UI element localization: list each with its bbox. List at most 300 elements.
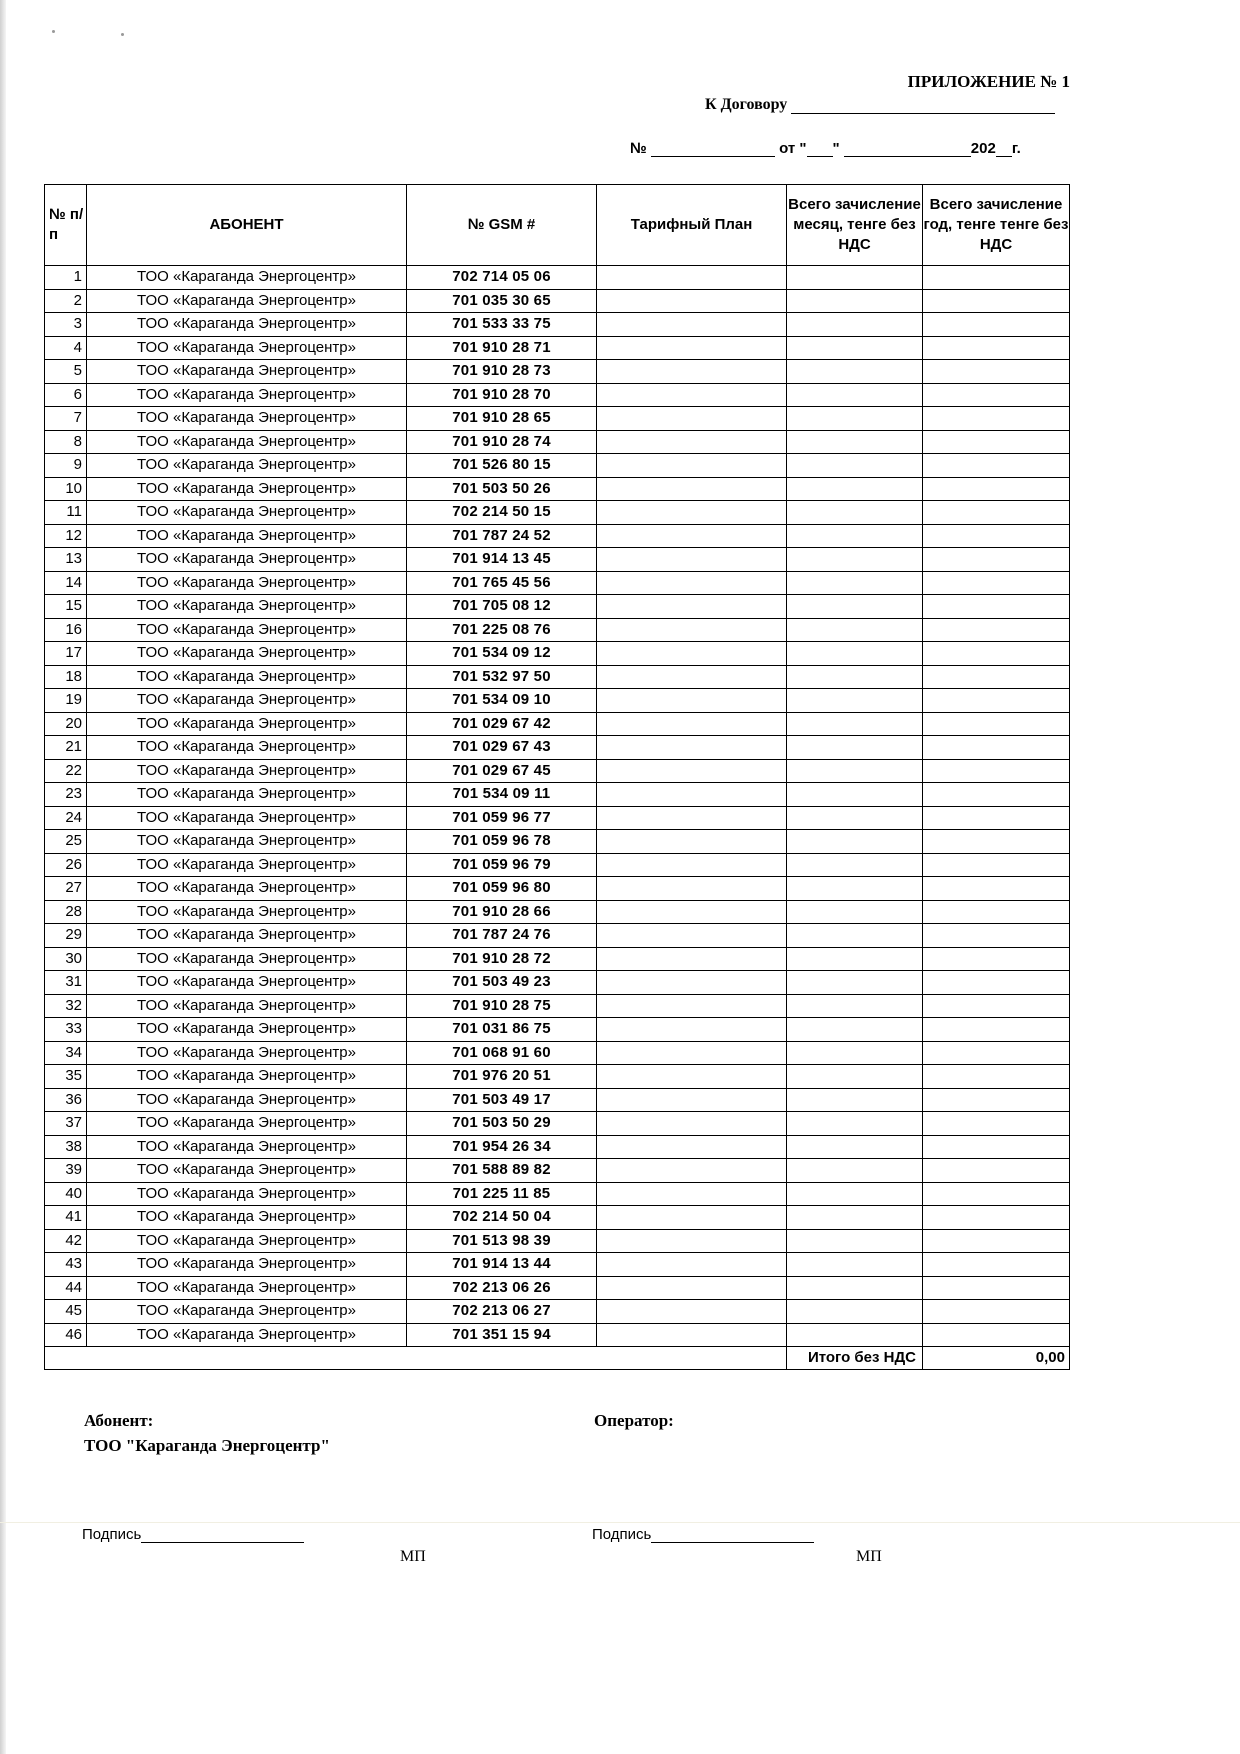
table-row — [45, 736, 1070, 760]
total-row — [45, 1347, 1070, 1370]
table-row — [45, 595, 1070, 619]
row-subscriber: ТОО «Караганда Энергоцентр» — [87, 1159, 407, 1183]
table-row — [45, 289, 1070, 313]
table-row — [45, 947, 1070, 971]
table-row — [45, 454, 1070, 478]
row-subscriber: ТОО «Караганда Энергоцентр» — [87, 313, 407, 337]
table-row — [45, 1323, 1070, 1347]
row-monthly-amount — [787, 830, 923, 854]
table-row — [45, 1018, 1070, 1042]
row-subscriber: ТОО «Караганда Энергоцентр» — [87, 689, 407, 713]
row-number: 28 — [45, 900, 87, 924]
year-prefix: 202 — [970, 140, 996, 157]
row-subscriber: ТОО «Караганда Энергоцентр» — [87, 1300, 407, 1324]
table-row — [45, 994, 1070, 1018]
row-number: 25 — [45, 830, 87, 854]
row-subscriber: ТОО «Караганда Энергоцентр» — [87, 595, 407, 619]
row-gsm-number: 701 059 96 77 — [407, 806, 597, 830]
row-subscriber: ТОО «Караганда Энергоцентр» — [87, 1065, 407, 1089]
row-subscriber: ТОО «Караганда Энергоцентр» — [87, 266, 407, 290]
row-gsm-number: 701 588 89 82 — [407, 1159, 597, 1183]
row-subscriber: ТОО «Караганда Энергоцентр» — [87, 830, 407, 854]
row-monthly-amount — [787, 266, 923, 290]
row-subscriber: ТОО «Караганда Энергоцентр» — [87, 1323, 407, 1347]
row-subscriber: ТОО «Караганда Энергоцентр» — [87, 806, 407, 830]
row-monthly-amount — [787, 618, 923, 642]
row-subscriber: ТОО «Караганда Энергоцентр» — [87, 994, 407, 1018]
row-tariff — [597, 783, 787, 807]
row-gsm-number: 701 534 09 12 — [407, 642, 597, 666]
operator-signature — [592, 1526, 814, 1543]
signature-label: Подпись — [592, 1526, 652, 1543]
row-yearly-amount — [923, 971, 1070, 995]
operator-label: Оператор: — [594, 1411, 674, 1430]
row-gsm-number: 701 503 50 26 — [407, 477, 597, 501]
table-row — [45, 477, 1070, 501]
total-empty — [45, 1347, 787, 1370]
row-subscriber: ТОО «Караганда Энергоцентр» — [87, 360, 407, 384]
row-gsm-number: 701 029 67 45 — [407, 759, 597, 783]
scan-speck — [52, 30, 55, 33]
row-tariff — [597, 1065, 787, 1089]
row-subscriber: ТОО «Караганда Энергоцентр» — [87, 1088, 407, 1112]
subscriber-table — [44, 184, 1070, 1370]
col-header-number: № п/п — [45, 185, 87, 266]
date-quote: " — [832, 140, 840, 157]
contract-label: К Договору — [705, 96, 788, 113]
row-gsm-number: 702 213 06 27 — [407, 1300, 597, 1324]
table-row — [45, 712, 1070, 736]
row-monthly-amount — [787, 1206, 923, 1230]
row-monthly-amount — [787, 1088, 923, 1112]
row-number: 5 — [45, 360, 87, 384]
col-header-gsm: № GSM # — [407, 185, 597, 266]
row-number: 7 — [45, 407, 87, 431]
row-tariff — [597, 1112, 787, 1136]
row-yearly-amount — [923, 1276, 1070, 1300]
row-number: 9 — [45, 454, 87, 478]
row-tariff — [597, 618, 787, 642]
table-row — [45, 689, 1070, 713]
row-yearly-amount — [923, 524, 1070, 548]
row-yearly-amount — [923, 266, 1070, 290]
row-yearly-amount — [923, 618, 1070, 642]
row-tariff — [597, 383, 787, 407]
table-row — [45, 1300, 1070, 1324]
row-subscriber: ТОО «Караганда Энергоцентр» — [87, 336, 407, 360]
row-number: 41 — [45, 1206, 87, 1230]
row-monthly-amount — [787, 783, 923, 807]
table-row — [45, 1112, 1070, 1136]
row-yearly-amount — [923, 689, 1070, 713]
row-number: 44 — [45, 1276, 87, 1300]
row-monthly-amount — [787, 853, 923, 877]
row-monthly-amount — [787, 877, 923, 901]
appendix-title: ПРИЛОЖЕНИЕ № 1 — [907, 72, 1070, 91]
row-tariff — [597, 595, 787, 619]
row-subscriber: ТОО «Караганда Энергоцентр» — [87, 1206, 407, 1230]
row-gsm-number: 701 910 28 73 — [407, 360, 597, 384]
row-tariff — [597, 524, 787, 548]
row-gsm-number: 701 914 13 44 — [407, 1253, 597, 1277]
row-tariff — [597, 1041, 787, 1065]
row-tariff — [597, 1206, 787, 1230]
row-yearly-amount — [923, 501, 1070, 525]
subscriber-label: Абонент: — [84, 1411, 154, 1430]
table-row — [45, 618, 1070, 642]
row-number: 26 — [45, 853, 87, 877]
row-yearly-amount — [923, 289, 1070, 313]
row-subscriber: ТОО «Караганда Энергоцентр» — [87, 759, 407, 783]
row-yearly-amount — [923, 571, 1070, 595]
row-monthly-amount — [787, 407, 923, 431]
row-tariff — [597, 1253, 787, 1277]
row-subscriber: ТОО «Караганда Энергоцентр» — [87, 454, 407, 478]
row-gsm-number: 701 503 49 23 — [407, 971, 597, 995]
table-row — [45, 665, 1070, 689]
row-tariff — [597, 1300, 787, 1324]
row-gsm-number: 701 533 33 75 — [407, 313, 597, 337]
table-row — [45, 1253, 1070, 1277]
row-yearly-amount — [923, 477, 1070, 501]
table-row — [45, 971, 1070, 995]
row-monthly-amount — [787, 1065, 923, 1089]
row-monthly-amount — [787, 1300, 923, 1324]
subscriber-signature — [82, 1526, 304, 1543]
row-subscriber: ТОО «Караганда Энергоцентр» — [87, 618, 407, 642]
scan-speck — [121, 33, 124, 36]
row-tariff — [597, 454, 787, 478]
row-gsm-number: 701 787 24 52 — [407, 524, 597, 548]
row-monthly-amount — [787, 712, 923, 736]
row-yearly-amount — [923, 1135, 1070, 1159]
number-label: № — [630, 140, 647, 157]
row-yearly-amount — [923, 900, 1070, 924]
row-monthly-amount — [787, 360, 923, 384]
row-number: 33 — [45, 1018, 87, 1042]
row-monthly-amount — [787, 971, 923, 995]
month-blank — [844, 142, 971, 157]
row-gsm-number: 701 351 15 94 — [407, 1323, 597, 1347]
scan-edge — [0, 0, 6, 1754]
contract-blank — [791, 98, 1055, 114]
row-subscriber: ТОО «Караганда Энергоцентр» — [87, 430, 407, 454]
row-monthly-amount — [787, 477, 923, 501]
row-tariff — [597, 689, 787, 713]
table-row — [45, 900, 1070, 924]
row-tariff — [597, 501, 787, 525]
row-number: 32 — [45, 994, 87, 1018]
row-yearly-amount — [923, 877, 1070, 901]
row-number: 24 — [45, 806, 87, 830]
row-monthly-amount — [787, 383, 923, 407]
row-gsm-number: 701 787 24 76 — [407, 924, 597, 948]
row-gsm-number: 701 910 28 74 — [407, 430, 597, 454]
row-tariff — [597, 477, 787, 501]
row-number: 18 — [45, 665, 87, 689]
row-tariff — [597, 1135, 787, 1159]
row-subscriber: ТОО «Караганда Энергоцентр» — [87, 1276, 407, 1300]
row-number: 22 — [45, 759, 87, 783]
row-number: 10 — [45, 477, 87, 501]
row-tariff — [597, 336, 787, 360]
row-yearly-amount — [923, 1159, 1070, 1183]
table-row — [45, 1088, 1070, 1112]
row-tariff — [597, 806, 787, 830]
row-gsm-number: 701 513 98 39 — [407, 1229, 597, 1253]
row-tariff — [597, 1276, 787, 1300]
table-row — [45, 501, 1070, 525]
row-yearly-amount — [923, 924, 1070, 948]
row-gsm-number: 701 029 67 42 — [407, 712, 597, 736]
row-subscriber: ТОО «Караганда Энергоцентр» — [87, 1253, 407, 1277]
row-monthly-amount — [787, 994, 923, 1018]
subscriber-name: ТОО "Караганда Энергоцентр" — [84, 1436, 330, 1455]
row-gsm-number: 701 765 45 56 — [407, 571, 597, 595]
row-monthly-amount — [787, 1253, 923, 1277]
row-subscriber: ТОО «Караганда Энергоцентр» — [87, 524, 407, 548]
row-subscriber: ТОО «Караганда Энергоцентр» — [87, 1018, 407, 1042]
row-yearly-amount — [923, 360, 1070, 384]
row-gsm-number: 701 705 08 12 — [407, 595, 597, 619]
row-monthly-amount — [787, 736, 923, 760]
row-number: 43 — [45, 1253, 87, 1277]
row-yearly-amount — [923, 994, 1070, 1018]
row-subscriber: ТОО «Караганда Энергоцентр» — [87, 571, 407, 595]
row-monthly-amount — [787, 430, 923, 454]
row-tariff — [597, 430, 787, 454]
row-yearly-amount — [923, 1253, 1070, 1277]
row-monthly-amount — [787, 289, 923, 313]
row-monthly-amount — [787, 947, 923, 971]
row-subscriber: ТОО «Караганда Энергоцентр» — [87, 877, 407, 901]
table-row — [45, 360, 1070, 384]
table-row — [45, 1182, 1070, 1206]
row-number: 34 — [45, 1041, 87, 1065]
row-gsm-number: 701 534 09 10 — [407, 689, 597, 713]
row-subscriber: ТОО «Караганда Энергоцентр» — [87, 783, 407, 807]
row-monthly-amount — [787, 1041, 923, 1065]
row-gsm-number: 701 976 20 51 — [407, 1065, 597, 1089]
row-monthly-amount — [787, 759, 923, 783]
col-header-subscriber: АБОНЕНТ — [87, 185, 407, 266]
stamp-place-subscriber: МП — [400, 1548, 426, 1565]
table-row — [45, 430, 1070, 454]
table-row — [45, 1229, 1070, 1253]
row-gsm-number: 702 214 50 15 — [407, 501, 597, 525]
row-yearly-amount — [923, 1088, 1070, 1112]
row-number: 20 — [45, 712, 87, 736]
table-row — [45, 877, 1070, 901]
row-number: 8 — [45, 430, 87, 454]
day-blank — [807, 142, 833, 157]
row-yearly-amount — [923, 1182, 1070, 1206]
row-yearly-amount — [923, 1041, 1070, 1065]
table-row — [45, 806, 1070, 830]
row-monthly-amount — [787, 1229, 923, 1253]
number-blank — [651, 142, 775, 157]
table-row — [45, 266, 1070, 290]
row-yearly-amount — [923, 1206, 1070, 1230]
row-tariff — [597, 877, 787, 901]
row-tariff — [597, 1159, 787, 1183]
row-number: 27 — [45, 877, 87, 901]
row-monthly-amount — [787, 642, 923, 666]
row-number: 37 — [45, 1112, 87, 1136]
row-subscriber: ТОО «Караганда Энергоцентр» — [87, 289, 407, 313]
row-number: 15 — [45, 595, 87, 619]
row-number: 40 — [45, 1182, 87, 1206]
row-tariff — [597, 712, 787, 736]
row-gsm-number: 701 910 28 71 — [407, 336, 597, 360]
row-gsm-number: 701 914 13 45 — [407, 548, 597, 572]
row-tariff — [597, 665, 787, 689]
table-row — [45, 313, 1070, 337]
row-monthly-amount — [787, 1135, 923, 1159]
row-yearly-amount — [923, 1300, 1070, 1324]
row-subscriber: ТОО «Караганда Энергоцентр» — [87, 924, 407, 948]
row-yearly-amount — [923, 853, 1070, 877]
row-tariff — [597, 548, 787, 572]
row-gsm-number: 701 910 28 65 — [407, 407, 597, 431]
number-date-line — [630, 140, 1021, 157]
row-number: 16 — [45, 618, 87, 642]
table-row — [45, 407, 1070, 431]
row-monthly-amount — [787, 924, 923, 948]
table-row — [45, 336, 1070, 360]
row-subscriber: ТОО «Караганда Энергоцентр» — [87, 853, 407, 877]
row-number: 4 — [45, 336, 87, 360]
table-row — [45, 1041, 1070, 1065]
row-number: 29 — [45, 924, 87, 948]
row-number: 2 — [45, 289, 87, 313]
row-gsm-number: 702 214 50 04 — [407, 1206, 597, 1230]
table-row — [45, 383, 1070, 407]
row-subscriber: ТОО «Караганда Энергоцентр» — [87, 1135, 407, 1159]
row-gsm-number: 701 225 08 76 — [407, 618, 597, 642]
row-tariff — [597, 830, 787, 854]
row-yearly-amount — [923, 1229, 1070, 1253]
row-subscriber: ТОО «Караганда Энергоцентр» — [87, 712, 407, 736]
row-gsm-number: 701 534 09 11 — [407, 783, 597, 807]
row-monthly-amount — [787, 665, 923, 689]
row-monthly-amount — [787, 806, 923, 830]
table-row — [45, 830, 1070, 854]
table-row — [45, 1206, 1070, 1230]
row-tariff — [597, 642, 787, 666]
table-row — [45, 1276, 1070, 1300]
row-gsm-number: 701 225 11 85 — [407, 1182, 597, 1206]
row-yearly-amount — [923, 595, 1070, 619]
row-number: 38 — [45, 1135, 87, 1159]
row-monthly-amount — [787, 595, 923, 619]
row-subscriber: ТОО «Караганда Энергоцентр» — [87, 1229, 407, 1253]
row-subscriber: ТОО «Караганда Энергоцентр» — [87, 1041, 407, 1065]
row-tariff — [597, 571, 787, 595]
row-subscriber: ТОО «Караганда Энергоцентр» — [87, 1112, 407, 1136]
row-tariff — [597, 360, 787, 384]
row-number: 21 — [45, 736, 87, 760]
row-subscriber: ТОО «Караганда Энергоцентр» — [87, 501, 407, 525]
row-subscriber: ТОО «Караганда Энергоцентр» — [87, 736, 407, 760]
row-number: 12 — [45, 524, 87, 548]
row-yearly-amount — [923, 430, 1070, 454]
row-yearly-amount — [923, 712, 1070, 736]
row-subscriber: ТОО «Караганда Энергоцентр» — [87, 1182, 407, 1206]
row-number: 13 — [45, 548, 87, 572]
row-tariff — [597, 947, 787, 971]
row-gsm-number: 701 532 97 50 — [407, 665, 597, 689]
row-tariff — [597, 853, 787, 877]
col-header-monthly: Всего зачисление месяц, тенге без НДС — [787, 185, 923, 266]
row-yearly-amount — [923, 736, 1070, 760]
row-tariff — [597, 289, 787, 313]
contract-line — [705, 96, 1055, 114]
row-tariff — [597, 1229, 787, 1253]
row-number: 36 — [45, 1088, 87, 1112]
table-row — [45, 571, 1070, 595]
row-yearly-amount — [923, 642, 1070, 666]
row-gsm-number: 701 031 86 75 — [407, 1018, 597, 1042]
row-gsm-number: 701 503 50 29 — [407, 1112, 597, 1136]
row-monthly-amount — [787, 454, 923, 478]
total-value: 0,00 — [923, 1347, 1070, 1370]
row-monthly-amount — [787, 548, 923, 572]
row-yearly-amount — [923, 454, 1070, 478]
row-gsm-number: 701 059 96 79 — [407, 853, 597, 877]
row-gsm-number: 701 954 26 34 — [407, 1135, 597, 1159]
row-number: 1 — [45, 266, 87, 290]
year-blank — [996, 142, 1012, 157]
row-yearly-amount — [923, 806, 1070, 830]
row-monthly-amount — [787, 1276, 923, 1300]
row-tariff — [597, 1088, 787, 1112]
table-row — [45, 759, 1070, 783]
row-subscriber: ТОО «Караганда Энергоцентр» — [87, 642, 407, 666]
col-header-tariff: Тарифный План — [597, 185, 787, 266]
table-header-row — [45, 185, 1070, 266]
row-gsm-number: 702 714 05 06 — [407, 266, 597, 290]
row-yearly-amount — [923, 383, 1070, 407]
row-yearly-amount — [923, 313, 1070, 337]
table-row — [45, 783, 1070, 807]
row-gsm-number: 701 910 28 75 — [407, 994, 597, 1018]
signature-line — [651, 1528, 814, 1543]
date-from-label: от " — [779, 140, 807, 157]
signature-label: Подпись — [82, 1526, 142, 1543]
row-tariff — [597, 971, 787, 995]
row-yearly-amount — [923, 1065, 1070, 1089]
row-yearly-amount — [923, 1018, 1070, 1042]
row-tariff — [597, 759, 787, 783]
row-subscriber: ТОО «Караганда Энергоцентр» — [87, 383, 407, 407]
row-number: 3 — [45, 313, 87, 337]
row-gsm-number: 701 526 80 15 — [407, 454, 597, 478]
row-yearly-amount — [923, 783, 1070, 807]
row-number: 19 — [45, 689, 87, 713]
row-tariff — [597, 736, 787, 760]
table-row — [45, 642, 1070, 666]
row-yearly-amount — [923, 1323, 1070, 1347]
row-gsm-number: 701 910 28 72 — [407, 947, 597, 971]
row-yearly-amount — [923, 548, 1070, 572]
row-gsm-number: 701 059 96 80 — [407, 877, 597, 901]
row-number: 42 — [45, 1229, 87, 1253]
row-gsm-number: 701 910 28 66 — [407, 900, 597, 924]
row-subscriber: ТОО «Караганда Энергоцентр» — [87, 548, 407, 572]
row-number: 45 — [45, 1300, 87, 1324]
row-tariff — [597, 266, 787, 290]
